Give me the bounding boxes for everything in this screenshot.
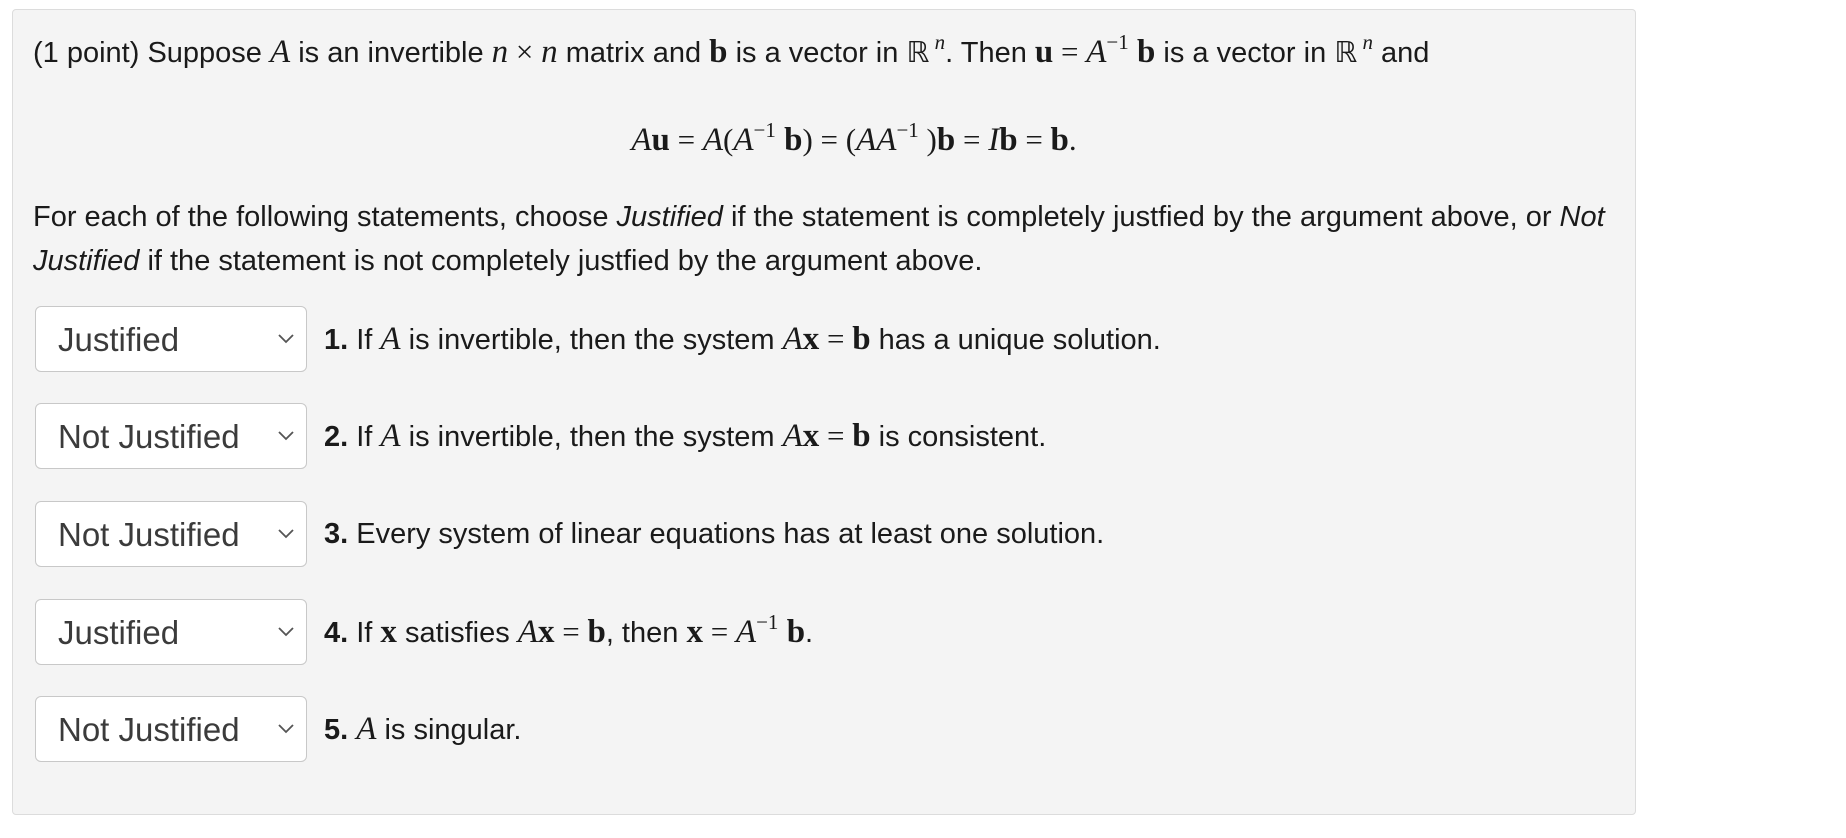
statement-row-3 <box>35 501 1615 567</box>
select-value-5: Not Justified <box>58 711 240 748</box>
chevron-down-icon <box>278 334 294 344</box>
answer-select-4[interactable] <box>35 599 307 665</box>
chevron-down-icon <box>278 529 294 539</box>
statement-text-1: 1. If A is invertible, then the system Ax = b has a unique solution. <box>324 321 1161 357</box>
statement-text-3: 3. Every system of linear equations has at least one solution. <box>324 518 1105 550</box>
answer-select-2[interactable] <box>35 403 307 469</box>
answer-select-5[interactable] <box>35 696 307 762</box>
statement-row-4 <box>35 599 1615 665</box>
statement-row-2 <box>35 403 1615 469</box>
points-label: (1 point) <box>33 37 140 69</box>
select-value-2: Not Justified <box>58 418 240 455</box>
chevron-down-icon <box>278 724 294 734</box>
chevron-down-icon <box>278 627 294 637</box>
instructions-text: For each of the following statements, choose Justified if the statement is completely justfied by the argument above, or Not Justified if the statement is not completely justfied by the argument above. <box>33 201 1605 277</box>
select-value-3: Not Justified <box>58 516 240 553</box>
chevron-down-icon <box>278 431 294 441</box>
display-equation: Au = A(A−1 b) = (AA−1 )b = Ib = b. <box>631 118 1077 158</box>
answer-select-3[interactable] <box>35 501 307 567</box>
statement-text-5: 5. A is singular. <box>324 711 522 747</box>
select-value-1: Justified <box>58 321 180 358</box>
statement-row-1 <box>35 306 1615 372</box>
problem-panel <box>12 9 1636 815</box>
statement-text-2: 2. If A is invertible, then the system Ax = b is consistent. <box>324 418 1047 454</box>
problem-intro: (1 point) Suppose A is an invertible n × n matrix and b is a vector in ℝ $^n$. Then $u = A^{-1}$ b is a vector in ℝ $^n$ and <box>33 30 1430 70</box>
select-value-4: Justified <box>58 614 180 651</box>
answer-select-1[interactable] <box>35 306 307 372</box>
statement-row-5 <box>35 696 1615 762</box>
statement-text-4: 4. If x satisfies Ax = b, then $x = A^{-1}$ b. <box>324 610 814 650</box>
